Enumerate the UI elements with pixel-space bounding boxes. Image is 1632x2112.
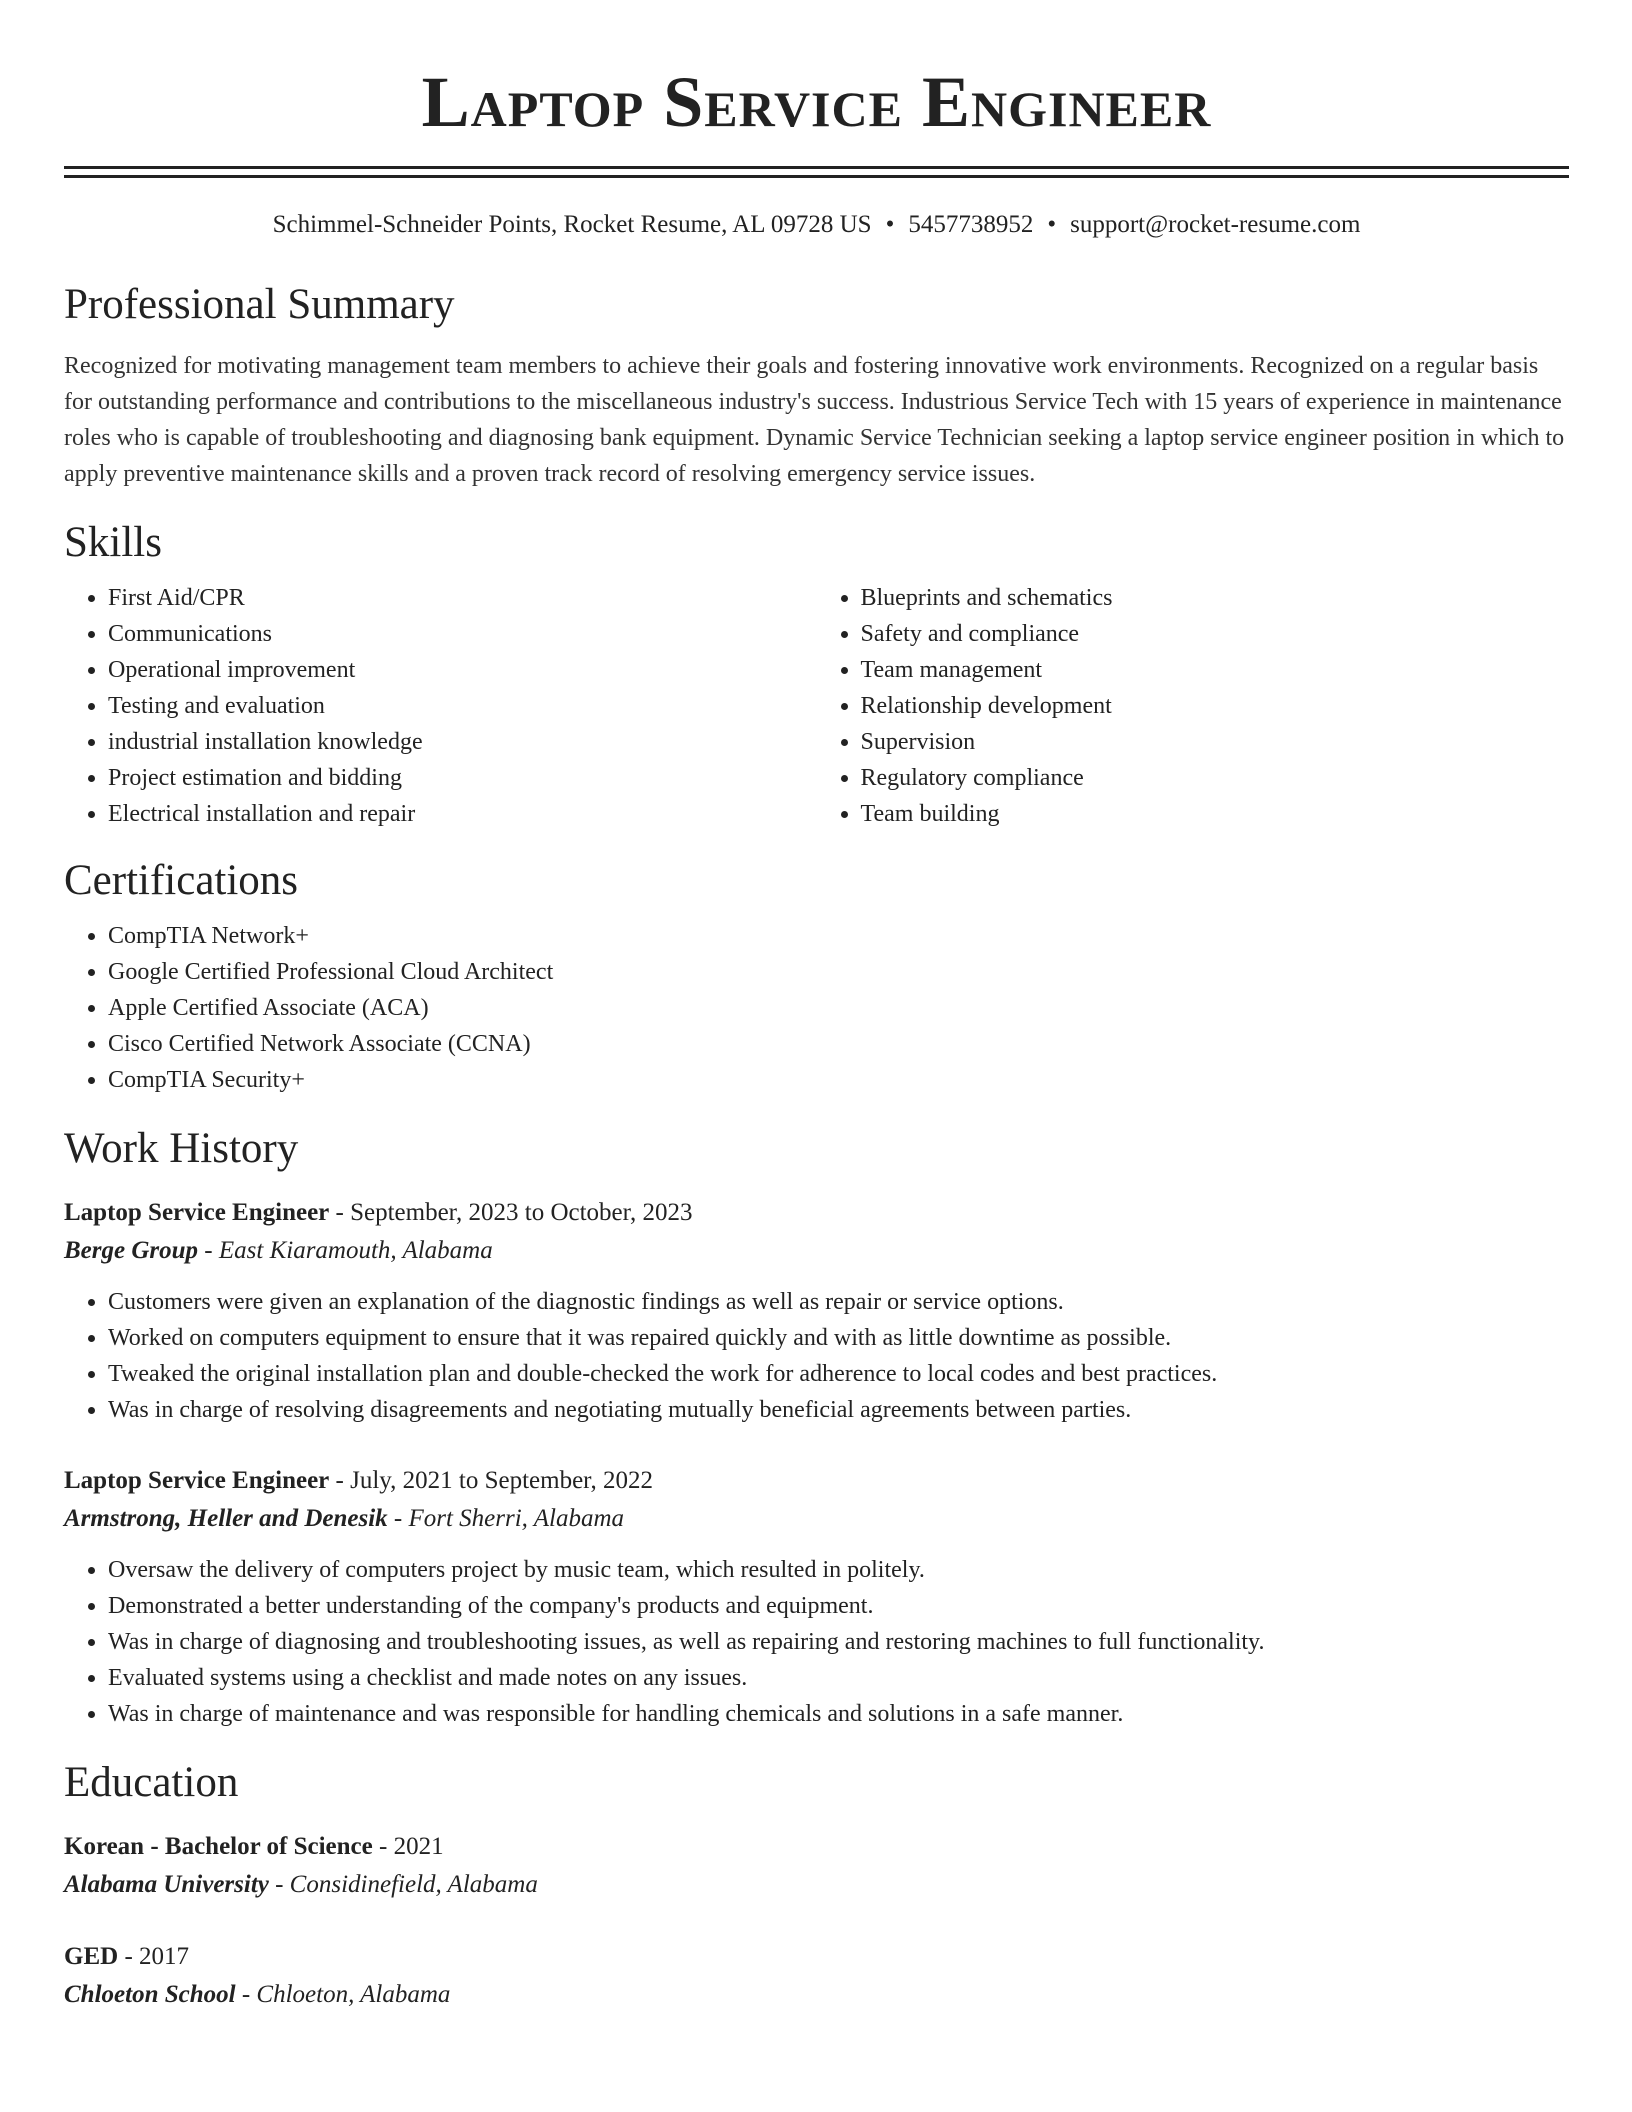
education-year: - 2017 (118, 1943, 190, 1970)
header-divider-top (64, 166, 1569, 169)
job-bullets (64, 1552, 1569, 1732)
contact-email[interactable]: support@rocket-resume.com (1070, 211, 1361, 238)
job-bullet: • Tweaked the original installation plan and double-checked the work for adherence to local codes and best practices. (108, 1356, 1569, 1392)
certifications-list (64, 918, 1569, 1098)
resume-page (64, 0, 1569, 2014)
summary-text: Recognized for motivating management team members to achieve their goals and fostering innovative work environments. Recognized on a regular basis for outstanding performance and contributions to the miscellaneous industry's success. Industrious Service Tech with 15 years of experience in maintenance roles who is capable of troubleshooting and diagnosing bank equipment. Dynamic Service Technician seeking a laptop service engineer position in which to apply preventive maintenance skills and a proven track record of resolving emergency service issues. (64, 353, 1565, 487)
skill-item: • Safety and compliance (861, 616, 1570, 652)
job-title-line (64, 1462, 1569, 1500)
job-entry (64, 1194, 1569, 1428)
skill-item: • Blueprints and schematics (861, 580, 1570, 616)
skill-item: • Project estimation and bidding (108, 760, 817, 796)
skill-item: • Supervision (861, 724, 1570, 760)
contact-phone: 5457738952 (908, 211, 1034, 238)
skill-item: • Team management (861, 652, 1570, 688)
education-school: Chloeton School (64, 1981, 236, 2008)
skill-item: • Electrical installation and repair (108, 796, 817, 832)
education-entry (64, 1828, 1569, 1904)
education-school: Alabama University (64, 1871, 269, 1898)
education-degree: Korean - Bachelor of Science (64, 1833, 373, 1860)
skills-columns (64, 580, 1569, 832)
job-bullet: • Was in charge of maintenance and was responsible for handling chemicals and solutions in a safe manner. (108, 1696, 1569, 1732)
contact-line (64, 208, 1569, 242)
job-bullets (64, 1284, 1569, 1428)
education-school-line (64, 1866, 1569, 1904)
job-title: Laptop Service Engineer (64, 1467, 330, 1494)
section-heading-education: Education (64, 1759, 239, 1806)
job-location: - East Kiaramouth, Alabama (198, 1237, 493, 1264)
job-location: - Fort Sherri, Alabama (387, 1505, 624, 1532)
contact-separator: • (1047, 211, 1057, 238)
skill-item: • First Aid/CPR (108, 580, 817, 616)
skills-list-right (817, 580, 1570, 832)
job-bullet: • Was in charge of diagnosing and troubleshooting issues, as well as repairing and restoring machines to full functionality. (108, 1624, 1569, 1660)
skill-item: • Team building (861, 796, 1570, 832)
education-degree-line (64, 1938, 1569, 1976)
education-degree-line (64, 1828, 1569, 1866)
job-dates: - July, 2021 to September, 2022 (329, 1467, 653, 1494)
job-bullet: • Demonstrated a better understanding of the company's products and equipment. (108, 1588, 1569, 1624)
job-bullet: • Worked on computers equipment to ensure that it was repaired quickly and with as little downtime as possible. (108, 1320, 1569, 1356)
job-bullet: • Was in charge of resolving disagreements and negotiating mutually beneficial agreements between parties. (108, 1392, 1569, 1428)
job-title-line (64, 1194, 1569, 1232)
section-heading-certifications: Certifications (64, 857, 299, 904)
section-heading-summary: Professional Summary (64, 281, 455, 328)
skill-item: • Relationship development (861, 688, 1570, 724)
skill-item: • Operational improvement (108, 652, 817, 688)
contact-address: Schimmel-Schneider Points, Rocket Resume, AL 09728 US (272, 211, 872, 238)
certification-item: • Apple Certified Associate (ACA) (108, 990, 1569, 1026)
certification-item: • CompTIA Security+ (108, 1062, 1569, 1098)
job-company: Berge Group (64, 1237, 199, 1264)
job-bullet: • Customers were given an explanation of the diagnostic findings as well as repair or service options. (108, 1284, 1569, 1320)
job-company-line (64, 1500, 1569, 1538)
skill-item: • Regulatory compliance (861, 760, 1570, 796)
job-company-line (64, 1232, 1569, 1270)
job-entry (64, 1462, 1569, 1732)
education-location: - Considinefield, Alabama (268, 1871, 538, 1898)
job-bullet: • Evaluated systems using a checklist and made notes on any issues. (108, 1660, 1569, 1696)
job-title: Laptop Service Engineer (64, 1199, 330, 1226)
education-degree: GED (64, 1943, 119, 1970)
skills-list-left (64, 580, 817, 832)
contact-separator: • (885, 211, 895, 238)
header-divider-bottom (64, 175, 1569, 178)
job-bullet: • Oversaw the delivery of computers project by music team, which resulted in politely. (108, 1552, 1569, 1588)
job-dates: - September, 2023 to October, 2023 (329, 1199, 693, 1226)
certification-item: • Google Certified Professional Cloud Architect (108, 954, 1569, 990)
section-heading-skills: Skills (64, 519, 162, 566)
job-company: Armstrong, Heller and Denesik (64, 1505, 388, 1532)
skill-item: • industrial installation knowledge (108, 724, 817, 760)
education-year: - 2021 (372, 1833, 444, 1860)
education-location: - Chloeton, Alabama (235, 1981, 451, 2008)
skill-item: • Communications (108, 616, 817, 652)
certification-item: • CompTIA Network+ (108, 918, 1569, 954)
resume-name: Laptop Service Engineer (421, 62, 1212, 142)
education-entry (64, 1938, 1569, 2014)
skill-item: • Testing and evaluation (108, 688, 817, 724)
certification-item: • Cisco Certified Network Associate (CCNA) (108, 1026, 1569, 1062)
section-heading-work-history: Work History (64, 1125, 299, 1172)
education-school-line (64, 1976, 1569, 2014)
